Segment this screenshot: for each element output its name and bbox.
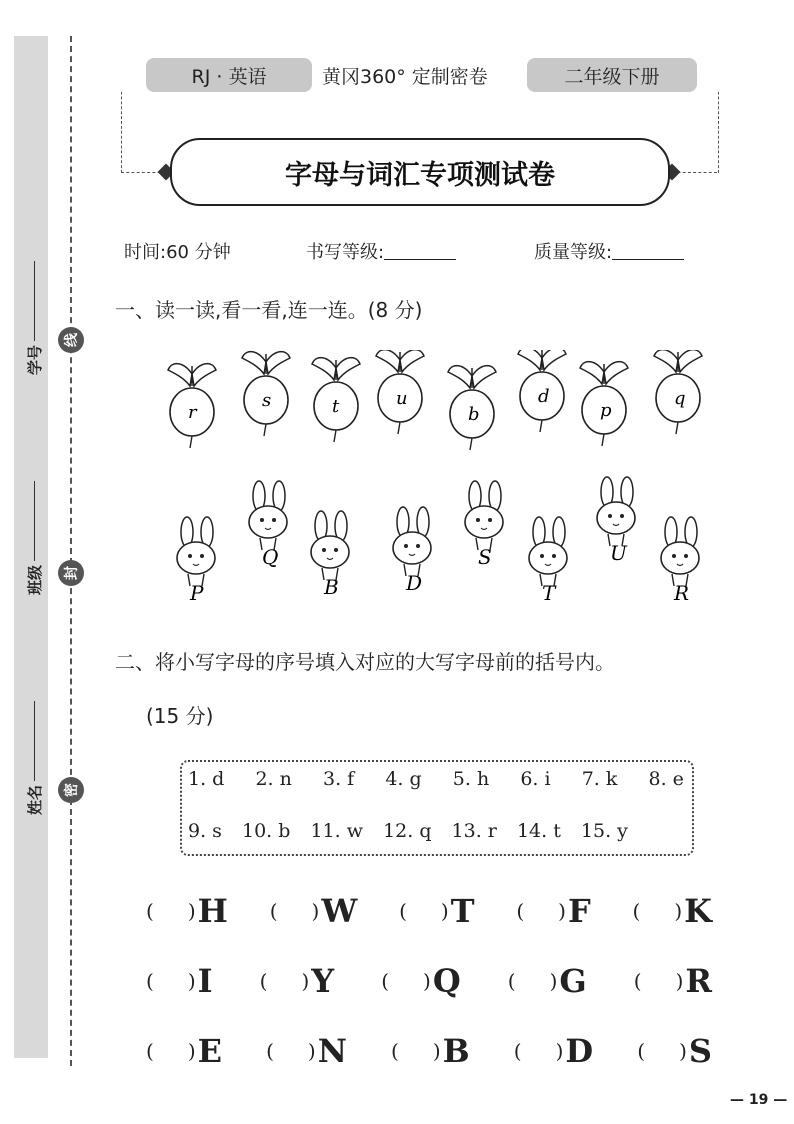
page-title: 字母与词汇专项测试卷	[170, 138, 670, 206]
radish-t[interactable]	[312, 358, 360, 442]
class-blank[interactable]	[34, 481, 35, 561]
bank-item: 1. d	[188, 768, 225, 790]
name-label: 姓名	[19, 695, 49, 815]
section2-title: 二、将小写字母的序号填入对应的大写字母前的括号内。	[115, 650, 615, 674]
subject-pill: RJ · 英语	[146, 58, 312, 92]
bank-item: 13. r	[451, 820, 497, 842]
bank-item: 5. h	[452, 768, 490, 790]
student-id-label: 学号	[19, 255, 49, 375]
answer-slot[interactable]: ( ) D	[513, 1032, 594, 1070]
radish-u[interactable]	[376, 350, 424, 434]
radish-letter: t	[332, 396, 340, 417]
rabbit-letter: S	[478, 545, 492, 569]
answer-row-1	[146, 892, 712, 930]
binding-dashed-line	[70, 36, 72, 1066]
answer-slot[interactable]: ( ) Q	[381, 962, 461, 1000]
bank-item: 6. i	[520, 768, 551, 790]
quality-blank[interactable]	[612, 259, 684, 260]
radish-p[interactable]	[580, 362, 628, 446]
rabbit-letter: Q	[262, 545, 279, 569]
handwriting-blank[interactable]	[384, 259, 456, 260]
radish-letter: b	[468, 404, 480, 425]
answer-slot[interactable]: ( ) I	[146, 962, 213, 1000]
radish-b[interactable]	[448, 366, 496, 450]
student-id-blank[interactable]	[34, 261, 35, 341]
answer-slot[interactable]: ( ) Y	[259, 962, 335, 1000]
radish-r[interactable]	[168, 364, 216, 448]
rabbit-letter: B	[324, 575, 339, 599]
bank-item: 2. n	[255, 768, 292, 790]
section1-title: 一、读一读,看一看,连一连。(8 分)	[115, 298, 423, 322]
rabbit-R[interactable]	[661, 517, 699, 605]
radish-letter: p	[600, 400, 612, 421]
radish-q[interactable]	[654, 350, 702, 434]
answer-row-3	[146, 1032, 712, 1070]
answer-slot[interactable]: ( ) B	[391, 1032, 470, 1070]
bank-item: 7. k	[581, 768, 618, 790]
rabbit-S[interactable]	[465, 481, 503, 569]
answer-slot[interactable]: ( ) S	[637, 1032, 712, 1070]
handwriting-grade: 书写等级:	[306, 238, 456, 264]
answer-slot[interactable]: ( ) K	[632, 892, 712, 930]
bank-item: 11. w	[310, 820, 363, 842]
seal-line-mark: 线	[58, 327, 84, 353]
bank-item: 3. f	[323, 768, 355, 790]
bank-item: 12. q	[383, 820, 432, 842]
class-label: 班级	[19, 475, 49, 595]
name-blank[interactable]	[34, 701, 35, 781]
rabbit-letter: R	[674, 581, 690, 605]
answer-slot[interactable]: ( ) W	[269, 892, 358, 930]
grade-pill: 二年级下册	[527, 58, 697, 92]
rabbit-D[interactable]	[393, 507, 431, 595]
radish-letter: u	[396, 388, 408, 409]
answer-slot[interactable]: ( ) R	[633, 962, 712, 1000]
quality-grade: 质量等级:	[534, 238, 684, 264]
radish-letter: r	[188, 402, 197, 423]
answer-slot[interactable]: ( ) T	[399, 892, 475, 930]
letter-bank-row-1	[188, 768, 684, 790]
seal-seal-mark: 封	[58, 560, 84, 586]
answer-slot[interactable]: ( ) N	[266, 1032, 347, 1070]
answer-row-2	[146, 962, 712, 1000]
rabbit-U[interactable]	[597, 477, 635, 565]
answer-slot[interactable]: ( ) G	[507, 962, 587, 1000]
rabbit-letter: D	[406, 571, 423, 595]
rabbit-T[interactable]	[529, 517, 567, 605]
radish-d[interactable]	[518, 350, 566, 432]
radish-letter: d	[538, 386, 550, 407]
letter-bank-row-2	[188, 820, 628, 842]
rabbit-Q[interactable]	[249, 481, 287, 569]
bank-item: 4. g	[385, 768, 422, 790]
rabbit-letter: P	[190, 581, 204, 605]
bank-item: 14. t	[516, 820, 561, 842]
bank-item: 9. s	[188, 820, 222, 842]
radish-letter: q	[674, 388, 686, 409]
section2-points: (15 分)	[146, 704, 214, 728]
answer-slot[interactable]: ( ) E	[146, 1032, 223, 1070]
radish-s[interactable]	[242, 352, 290, 436]
page-number: — 19 —	[730, 1092, 788, 1108]
time-label: 时间:60 分钟	[124, 242, 231, 263]
seal-secret-mark: 密	[58, 777, 84, 803]
rabbit-P[interactable]	[177, 517, 215, 605]
series-title: 黄冈360° 定制密卷	[322, 66, 488, 88]
radish-letter: s	[262, 390, 272, 411]
rabbit-letter: T	[542, 581, 556, 605]
bank-item: 15. y	[580, 820, 628, 842]
bank-item: 8. e	[648, 768, 684, 790]
rabbit-letter: U	[610, 541, 627, 565]
rabbit-B[interactable]	[311, 511, 349, 599]
answer-slot[interactable]: ( ) F	[516, 892, 591, 930]
bank-item: 10. b	[241, 820, 291, 842]
answer-slot[interactable]: ( ) H	[146, 892, 228, 930]
match-picture-area	[150, 350, 730, 620]
